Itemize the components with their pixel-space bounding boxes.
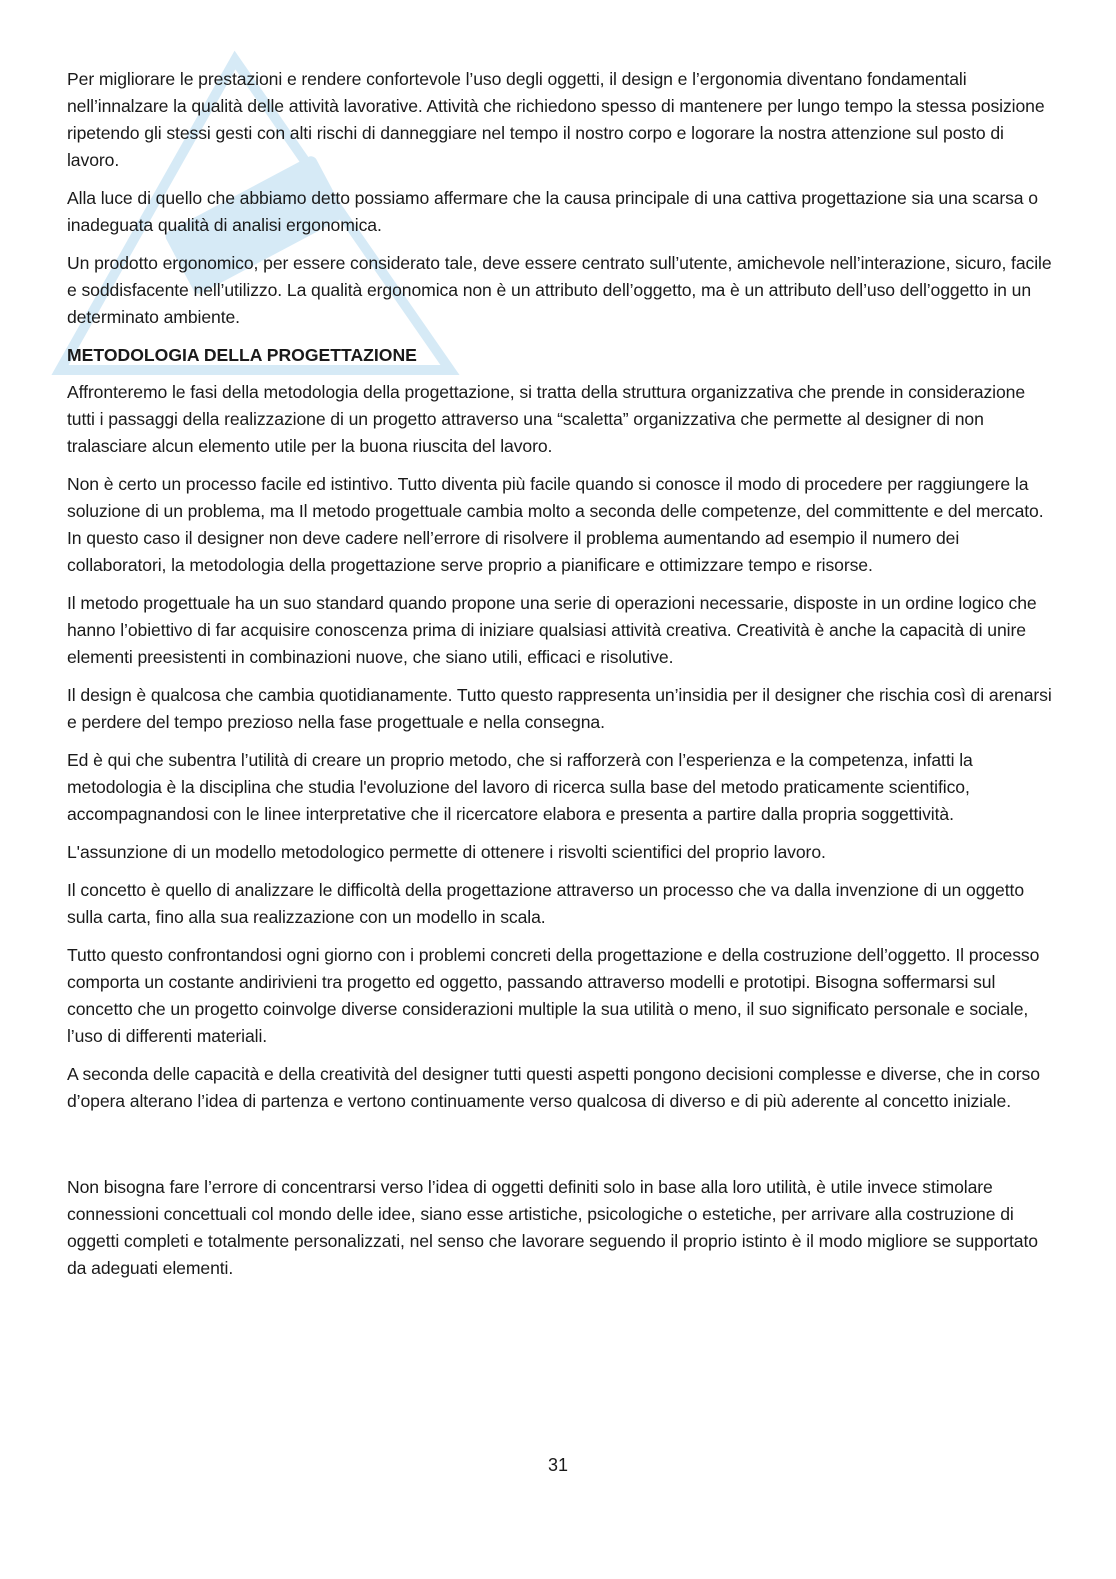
paragraph: Il design è qualcosa che cambia quotidianamente. Tutto questo rappresenta un’insidia per il designer che rischia così di arenarsi e perdere del tempo prezioso nella fase progettuale e nella consegna. [67, 685, 1052, 732]
paragraph: Alla luce di quello che abbiamo detto possiamo affermare che la causa principale di una cattiva progettazione sia una scarsa o inadeguata qualità di analisi ergonomica. [67, 188, 1038, 235]
paragraph: Per migliorare le prestazioni e rendere confortevole l’uso degli oggetti, il design e l’ergonomia diventano fondamentali nell’innalzare la qualità delle attività lavorative. Attività che richiedono spesso di mantenere per lungo tempo la stessa posizione ripetendo gli stessi gesti con alti rischi di danneggiare nel tempo il nostro corpo e logorare la nostra attenzione sul posto di lavoro. [67, 69, 1045, 170]
final-paragraph: Non bisogna fare l’errore di concentrarsi verso l’idea di oggetti definiti solo in base alla loro utilità, è utile invece stimolare connessioni concettuali col mondo delle idee, siano esse artistiche, psicologiche o estetiche, per arrivare alla costruzione di oggetti completi e totalmente personalizzati, nel senso che lavorare seguendo il proprio istinto è il modo migliore se supportato da adeguati elementi. [67, 1177, 1038, 1278]
paragraph: Ed è qui che subentra l’utilità di creare un proprio metodo, che si rafforzerà con l’esperienza e la competenza, infatti la metodologia è la disciplina che studia l'evoluzione del lavoro di ricerca sulla base del metodo praticamente scientifico, accompagnandosi con le linee interpretative che il ricercatore elabora e presenta a partire dalla propria soggettività. [67, 750, 973, 824]
paragraph: Non è certo un processo facile ed istintivo. Tutto diventa più facile quando si conosce il modo di procedere per raggiungere la soluzione di un problema, ma Il metodo progettuale cambia molto a seconda delle competenze, del committente e del mercato. In questo caso il designer non deve cadere nell’errore di risolvere il problema aumentando ad esempio il numero dei collaboratori, la metodologia della progettazione serve proprio a pianificare e ottimizzare tempo e risorse. [67, 474, 1044, 575]
document-page [67, 66, 1057, 1293]
paragraph: A seconda delle capacità e della creatività del designer tutti questi aspetti pongono decisioni complesse e diverse, che in corso d’opera alterano l’idea di partenza e vertono continuamente verso qualcosa di diverso e di più aderente al concetto iniziale. [67, 1064, 1040, 1111]
paragraph: Tutto questo confrontandosi ogni giorno con i problemi concreti della progettazione e della costruzione dell’oggetto. Il processo comporta un costante andirivieni tra progetto ed oggetto, passando attraverso modelli e prototipi. Bisogna soffermarsi sul concetto che un progetto coinvolge diverse considerazioni multiple la sua utilità o meno, il suo significato personale e sociale, l’uso di differenti materiali. [67, 945, 1040, 1046]
paragraph: Il metodo progettuale ha un suo standard quando propone una serie di operazioni necessarie, disposte in un ordine logico che hanno l’obiettivo di far acquisire conoscenza prima di iniziare qualsiasi attività creativa. Creatività è anche la capacità di unire elementi preesistenti in combinazioni nuove, che siano utili, efficaci e risolutive. [67, 593, 1037, 667]
intro-section [67, 66, 1057, 331]
paragraph: L'assunzione di un modello metodologico permette di ottenere i risvolti scientifici del proprio lavoro. [67, 842, 826, 862]
paragraph: Il concetto è quello di analizzare le difficoltà della progettazione attraverso un processo che va dalla invenzione di un oggetto sulla carta, fino alla sua realizzazione con un modello in scala. [67, 880, 1025, 927]
methodology-section [67, 379, 1057, 1115]
page-number: 31 [547, 1455, 569, 1475]
blank-gap [67, 1126, 1057, 1174]
paragraph: Affronteremo le fasi della metodologia della progettazione, si tratta della struttura organizzativa che prende in considerazione tutti i passaggi della realizzazione di un progetto attraverso una “scaletta” organizzativa che permette al designer di non tralasciare alcun elemento utile per la buona riuscita del lavoro. [67, 382, 1026, 456]
paragraph: Un prodotto ergonomico, per essere considerato tale, deve essere centrato sull’utente, amichevole nell’interazione, sicuro, facile e soddisfacente nell’utilizzo. La qualità ergonomica non è un attributo dell’oggetto, ma è un attributo dell’uso dell’oggetto in un determinato ambiente. [67, 253, 1052, 327]
section-heading: METODOLOGIA DELLA PROGETTAZIONE [67, 345, 417, 365]
